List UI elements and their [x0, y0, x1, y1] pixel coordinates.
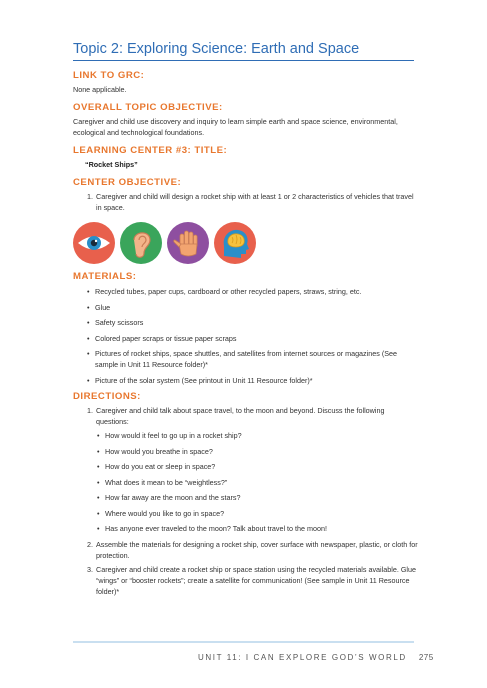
directions-heading: DIRECTIONS: [73, 391, 141, 402]
eye-icon [73, 222, 115, 264]
learning-center-title: “Rocket Ships” [85, 160, 138, 169]
question-item: • How would it feel to go up in a rocket ship? [96, 430, 418, 441]
page-footer [198, 653, 434, 662]
questions-list [96, 430, 418, 534]
item-number: 2. [87, 539, 93, 549]
question-item: • How do you eat or sleep in space? [96, 461, 418, 472]
ear-icon [120, 222, 162, 264]
footer-rule [73, 641, 414, 643]
item-text: Caregiver and child will design a rocket ship with at least 1 or 2 characteristics of vehicles that travel in space. [96, 192, 414, 212]
item-text: Caregiver and child talk about space travel, to the moon and beyond. Discuss the following questions: [96, 406, 385, 426]
overall-objective-text: Caregiver and child use discovery and inquiry to learn simple earth and space science, environmental, ecological and technological foundations. [73, 117, 398, 137]
center-objective-section [73, 176, 418, 213]
sense-icons-row [73, 222, 418, 264]
question-item: • Has anyone ever traveled to the moon? Talk about travel to the moon! [96, 523, 418, 534]
list-item: • Colored paper scraps or tissue paper scraps [73, 333, 418, 344]
link-grc-section [73, 69, 418, 95]
materials-list [73, 286, 418, 386]
item-text: Assemble the materials for designing a rocket ship, cover surface with newspaper, plastic, or cloth for protection. [96, 539, 418, 560]
list-item: • Safety scissors [73, 317, 418, 328]
directions-section [73, 390, 418, 597]
center-objective-heading: CENTER OBJECTIVE: [73, 177, 182, 188]
question-item: • What does it mean to be “weightless?” [96, 477, 418, 488]
question-item: • How far away are the moon and the stars? [96, 492, 418, 503]
directions-list [73, 405, 418, 597]
item-text: Caregiver and child create a rocket ship or space station using the recycled materials available. Glue “wings” or “booster rockets”; create a satellite for communication! (See sample in Unit 11 Resource folder)* [96, 565, 417, 596]
item-number: 1. [87, 406, 93, 415]
overall-objective-section [73, 101, 418, 138]
list-item [73, 564, 418, 597]
link-grc-heading: LINK TO GRC: [73, 70, 145, 81]
content [73, 69, 418, 601]
overall-objective-heading: OVERALL TOPIC OBJECTIVE: [73, 102, 223, 113]
title-rule [73, 60, 414, 61]
list-item: • Picture of the solar system (See printout in Unit 11 Resource folder)* [73, 375, 418, 386]
hand-icon [167, 222, 209, 264]
list-item: • Recycled tubes, paper cups, cardboard or other recycled papers, straws, string, etc. [73, 286, 418, 297]
list-item [73, 539, 418, 561]
footer-unit-title: UNIT 11: I CAN EXPLORE GOD’S WORLD [198, 653, 407, 662]
materials-section [73, 270, 418, 386]
list-item [73, 191, 418, 213]
list-item: • Pictures of rocket ships, space shuttles, and satellites from internet sources or magazines (See sample in Unit 11 Resource folder)* [73, 348, 418, 370]
brain-icon [214, 222, 256, 264]
item-number: 3. [87, 565, 93, 574]
list-item: • Glue [73, 302, 418, 313]
question-item: • How would you breathe in space? [96, 446, 418, 457]
learning-center-heading: LEARNING CENTER #3: TITLE: [73, 145, 228, 156]
learning-center-section [73, 144, 418, 170]
list-item [73, 405, 418, 534]
center-objective-list [73, 191, 418, 213]
topic-title: Topic 2: Exploring Science: Earth and Space [73, 41, 360, 57]
materials-heading: MATERIALS: [73, 271, 137, 282]
question-item: • Where would you like to go in space? [96, 508, 418, 519]
item-number: 1. [87, 192, 93, 201]
link-grc-text: None applicable. [73, 85, 127, 94]
page-number: 275 [418, 653, 434, 662]
